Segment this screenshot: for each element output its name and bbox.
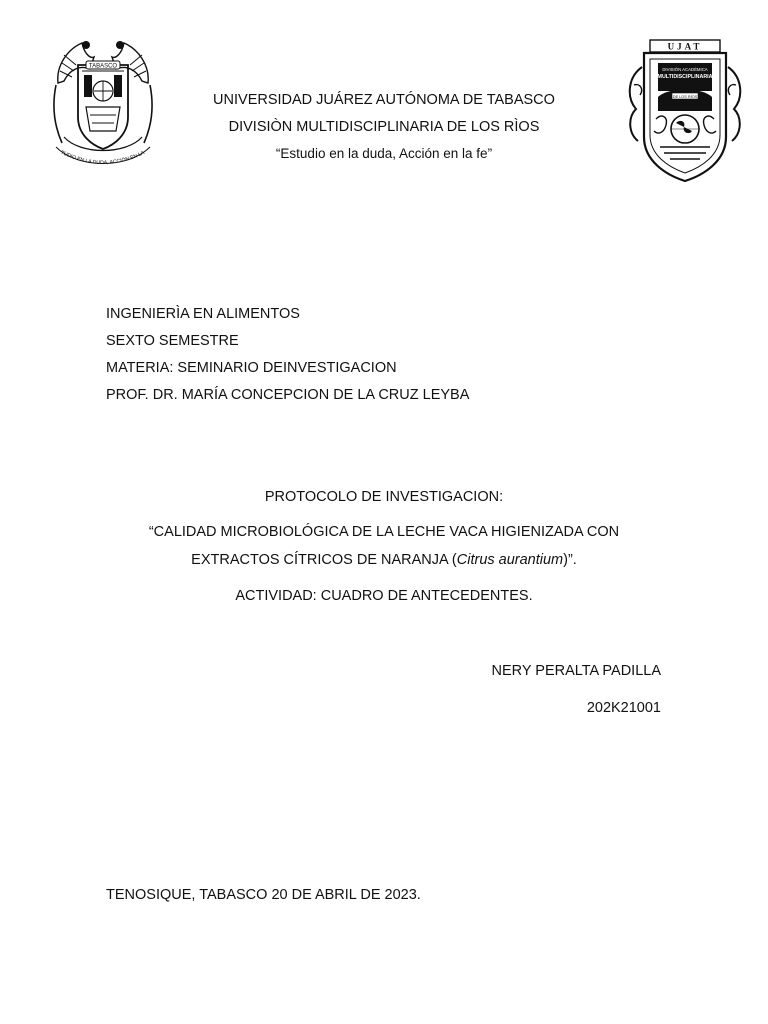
semester-line: SEXTO SEMESTRE xyxy=(106,333,239,349)
svg-text:TABASCO: TABASCO xyxy=(88,63,118,70)
activity-line: ACTIVIDAD: CUADRO DE ANTECEDENTES. xyxy=(235,588,533,604)
university-name: UNIVERSIDAD JUÁREZ AUTÓNOMA DE TABASCO xyxy=(213,92,555,108)
place-date: TENOSIQUE, TABASCO 20 DE ABRIL DE 2023. xyxy=(106,887,421,903)
subject-line: MATERIA: SEMINARIO DEINVESTIGACION xyxy=(106,360,397,376)
protocol-title-suffix: )”. xyxy=(563,552,577,568)
svg-text:DIVISIÓN ACADÉMICA: DIVISIÓN ACADÉMICA xyxy=(662,67,708,72)
career-line: INGENIERÌA EN ALIMENTOS xyxy=(106,306,300,322)
species-name: Citrus aurantium xyxy=(456,552,564,568)
protocol-heading: PROTOCOLO DE INVESTIGACION: xyxy=(264,489,504,505)
division-name: DIVISIÒN MULTIDISCIPLINARIA DE LOS RÌOS xyxy=(228,119,540,135)
student-id: 202K21001 xyxy=(586,700,661,716)
protocol-title-line2 xyxy=(0,551,768,569)
professor-line: PROF. DR. MARÍA CONCEPCION DE LA CRUZ LEYBA xyxy=(106,387,470,403)
svg-text:DE LOS RÍOS: DE LOS RÍOS xyxy=(672,95,698,99)
protocol-title-line1: “CALIDAD MICROBIOLÓGICA DE LA LECHE VACA HIGIENIZADA CON xyxy=(148,524,620,540)
university-motto: “Estudio en la duda, Acción en la fe” xyxy=(275,146,493,161)
svg-text:MULTIDISCIPLINARIA: MULTIDISCIPLINARIA xyxy=(657,74,713,80)
svg-text:UJAT: UJAT xyxy=(667,41,703,52)
protocol-title-prefix: EXTRACTOS CÍTRICOS DE NARANJA ( xyxy=(191,552,457,568)
student-name: NERY PERALTA PADILLA xyxy=(491,663,661,679)
svg-text:ESTUDIO EN LA DUDA, ACCIÓN EN: TUDIO EN LA DUDA, ACCIÓN EN LA xyxy=(59,149,146,167)
